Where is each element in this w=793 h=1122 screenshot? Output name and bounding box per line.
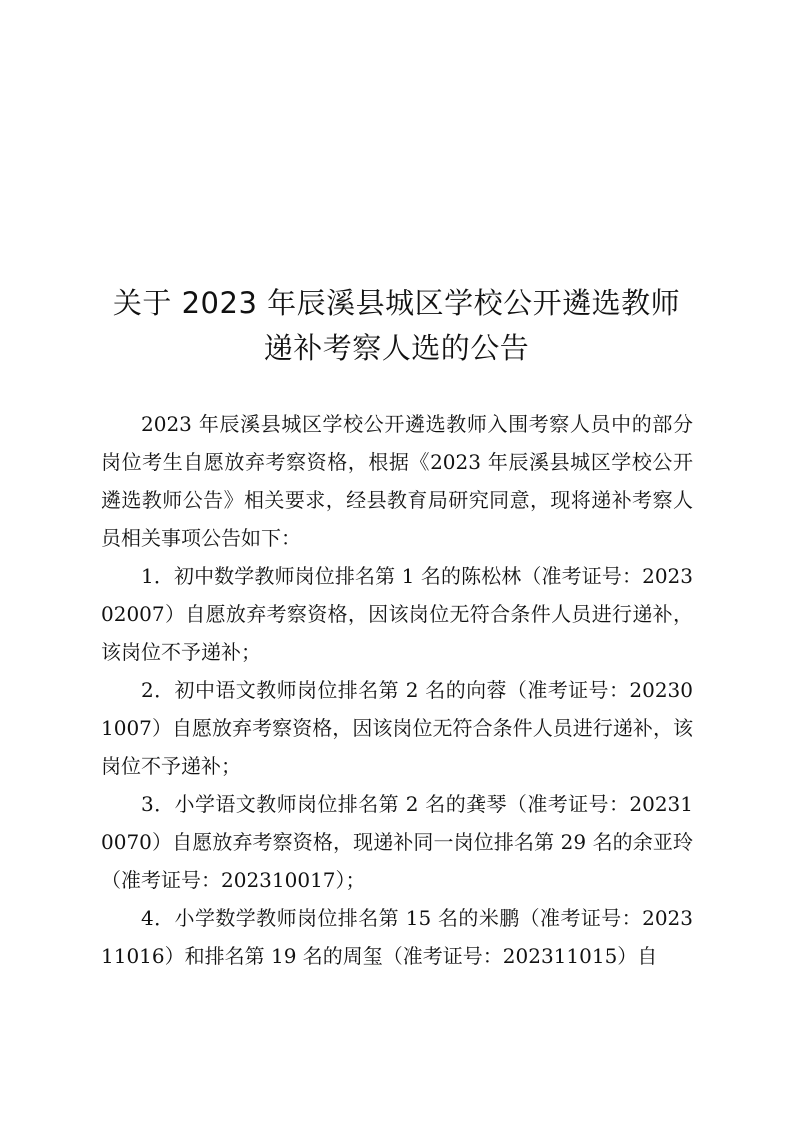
document-body <box>101 405 693 975</box>
intro-paragraph: 2023 年辰溪县城区学校公开遴选教师入围考察人员中的部分岗位考生自愿放弃考察资格，根据《2023 年辰溪县城区学校公开遴选教师公告》相关要求，经县教育局研究同意，现将递补考察人员相关事项公告如下： <box>101 412 693 550</box>
document-title-line-1: 关于 2023 年辰溪县城区学校公开遴选教师 <box>112 286 681 320</box>
item-paragraph-3: 3．小学语文教师岗位排名第 2 名的龚琴（准考证号：202310070）自愿放弃考察资格，现递补同一岗位排名第 29 名的余亚玲（准考证号：202310017）； <box>101 792 693 892</box>
item-paragraph-1: 1．初中数学教师岗位排名第 1 名的陈松林（准考证号：202302007）自愿放弃考察资格，因该岗位无符合条件人员进行递补，该岗位不予递补； <box>101 564 693 664</box>
item-paragraph-2: 2．初中语文教师岗位排名第 2 名的向蓉（准考证号：202301007）自愿放弃考察资格，因该岗位无符合条件人员进行递补，该岗位不予递补； <box>101 678 693 778</box>
item-paragraph-4: 4．小学数学教师岗位排名第 15 名的米鹏（准考证号：202311016）和排名第 19 名的周玺（准考证号：202311015）自 <box>101 906 693 968</box>
document-title-line-2: 递补考察人选的公告 <box>263 331 530 365</box>
